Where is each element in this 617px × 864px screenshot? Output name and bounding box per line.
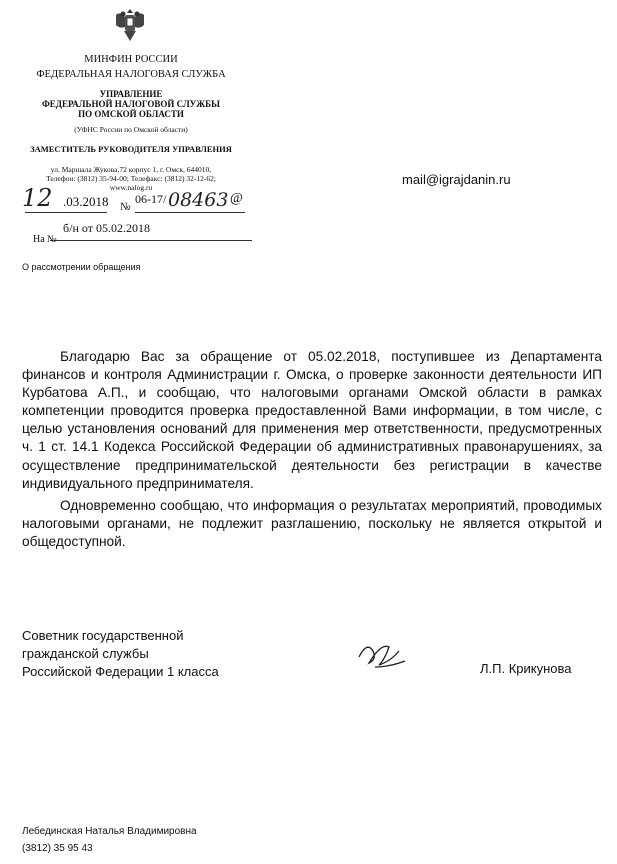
number-suffix: @ bbox=[230, 191, 243, 206]
service-name: ФЕДЕРАЛЬНАЯ НАЛОГОВАЯ СЛУЖБА bbox=[36, 69, 226, 80]
date-handwritten: 12 bbox=[22, 184, 53, 212]
department-line-1: УПРАВЛЕНИЕ bbox=[99, 89, 163, 99]
number-handwritten: 08463 bbox=[168, 189, 229, 211]
date-underline bbox=[25, 212, 107, 213]
executor-name: Лебединская Наталья Владимировна bbox=[22, 826, 197, 837]
reference-label: На № bbox=[33, 234, 57, 245]
reference-value: б/н от 05.02.2018 bbox=[63, 221, 150, 235]
website: www.nalog.ru bbox=[109, 183, 153, 192]
signer-name: Л.П. Крикунова bbox=[480, 661, 572, 676]
number-underline bbox=[135, 212, 245, 213]
address-line-2: Телефон: (3812) 35-94-00; Телефакс: (3812) 32-12-62; bbox=[46, 174, 216, 183]
number-printed: 06-17/ bbox=[135, 192, 167, 206]
address-line-1: ул. Маршала Жукова,72 корпус 1, г. Омск, 644010, bbox=[50, 165, 212, 174]
department-line-3: ПО ОМСКОЙ ОБЛАСТИ bbox=[78, 109, 184, 119]
number-label: № bbox=[120, 201, 131, 213]
signer-position-line-3: Российской Федерации 1 класса bbox=[22, 664, 219, 679]
executor-phone: (3812) 35 95 43 bbox=[22, 843, 93, 854]
recipient-email: mail@igrajdanin.ru bbox=[402, 172, 511, 187]
date-printed: .03.2018 bbox=[63, 194, 109, 209]
signer-position-line-1: Советник государственной bbox=[22, 628, 184, 643]
handwritten-signature bbox=[355, 637, 410, 675]
department-abbreviation: (УФНС России по Омской области) bbox=[74, 125, 188, 134]
signer-position-line-2: гражданской службы bbox=[22, 646, 149, 661]
department-line-2: ФЕДЕРАЛЬНОЙ НАЛОГОВОЙ СЛУЖБЫ bbox=[42, 99, 220, 109]
ministry-name: МИНФИН РОССИИ bbox=[84, 54, 178, 65]
letter-subject: О рассмотрении обращения bbox=[22, 262, 141, 272]
reference-underline bbox=[50, 240, 252, 241]
coat-of-arms-icon bbox=[110, 5, 150, 45]
body-paragraph-2: Одновременно сообщаю, что информация о результатах мероприятий, проводимых налоговыми органами, не подлежит разглашению, поскольку не является открытой и общедоступной. bbox=[22, 498, 602, 550]
body-paragraph-1: Благодарю Вас за обращение от 05.02.2018, поступившее из Департамента финансов и контроля Администрации г. Омска, о проверке законности деятельности ИП Курбатова А.П., и сообщаю, что налоговыми органами Омской области в рамках компетенции проводится проверка предоставленной Вами информации, в том числе, с целью установления оснований для применения мер ответственности, предусмотренных ч. 1 ст. 14.1 Кодекса Российской Федерации об административных правонарушениях, за осуществление предпринимательской деятельности без регистрации в качестве индивидуального предпринимателя. bbox=[22, 349, 602, 491]
deputy-title: ЗАМЕСТИТЕЛЬ РУКОВОДИТЕЛЯ УПРАВЛЕНИЯ bbox=[30, 144, 232, 154]
